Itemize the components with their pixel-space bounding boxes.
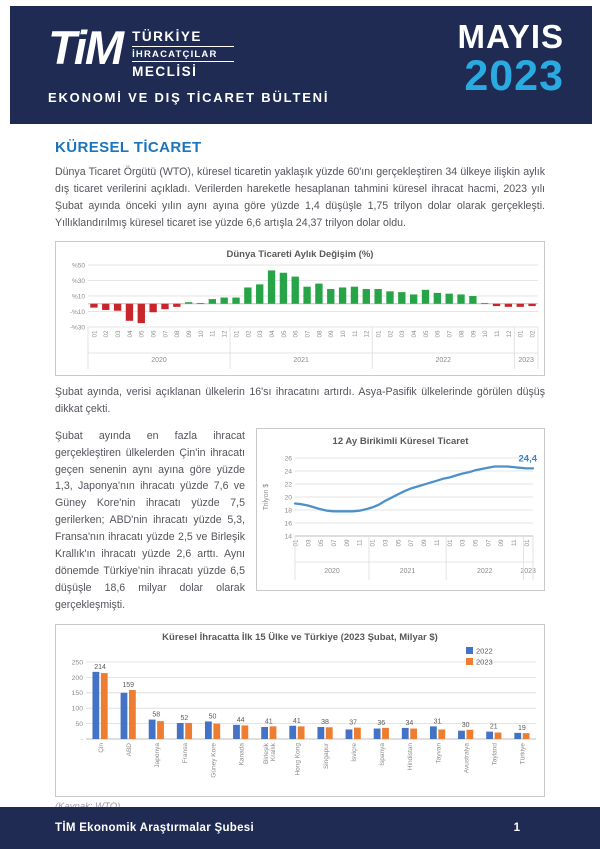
- svg-text:02: 02: [245, 330, 253, 338]
- svg-text:38: 38: [321, 718, 329, 726]
- chart2-canvas: [259, 448, 542, 588]
- svg-text:24: 24: [284, 468, 292, 476]
- svg-text:05: 05: [318, 539, 326, 547]
- svg-text:2022: 2022: [435, 356, 452, 364]
- paragraph-wto: Dünya Ticaret Örgütü (WTO), küresel ticaretin yaklaşık yüzde 60'ını gerçekleştiren 34 ülkeye ilişkin aylık dış ticaret verilerini açıkladı. Verilerden hareketle hesaplanan tahmini küresel ihracat hacmi, 2023 yılı Şubat ayında önceki yılın aynı ayına göre yüzde 1,4 düşüşle 1,75 trilyon dolar olarak gerçekleşti. Yıllıklandırılmış küresel ticaret ise yüzde 6,6 artışla 24,37 trilyon dolar oldu.: [55, 166, 545, 229]
- svg-text:52: 52: [180, 714, 189, 722]
- svg-text:26: 26: [284, 455, 292, 463]
- svg-text:Güney Kore: Güney Kore: [210, 742, 218, 778]
- svg-text:10: 10: [197, 330, 205, 338]
- svg-text:2022: 2022: [476, 646, 493, 656]
- issue-date: [458, 20, 564, 98]
- svg-text:Birleşik: Birleşik: [263, 742, 271, 764]
- svg-text:05: 05: [138, 330, 146, 338]
- svg-text:Hindistan: Hindistan: [407, 742, 415, 771]
- header-banner: [10, 6, 592, 124]
- section-title: KÜRESEL TİCARET: [55, 139, 202, 156]
- svg-text:Tayland: Tayland: [491, 742, 499, 766]
- svg-text:02: 02: [387, 330, 395, 338]
- svg-text:150: 150: [71, 690, 83, 698]
- svg-text:-%10: -%10: [69, 308, 85, 316]
- svg-text:11: 11: [209, 330, 217, 337]
- svg-text:18: 18: [284, 507, 292, 515]
- svg-text:214: 214: [94, 663, 106, 671]
- svg-text:20: 20: [284, 494, 292, 502]
- svg-text:03: 03: [305, 539, 313, 547]
- svg-text:10: 10: [340, 330, 348, 338]
- svg-text:09: 09: [421, 539, 429, 547]
- svg-text:Krallık: Krallık: [270, 742, 278, 761]
- svg-text:11: 11: [356, 539, 364, 546]
- svg-text:07: 07: [304, 330, 312, 338]
- svg-text:05: 05: [422, 330, 430, 338]
- svg-text:04: 04: [268, 330, 276, 338]
- svg-text:01: 01: [233, 330, 241, 338]
- svg-text:2021: 2021: [399, 567, 416, 575]
- svg-text:Trilyon $: Trilyon $: [263, 483, 270, 510]
- chart1-title: Dünya Ticareti Aylık Değişim (%): [226, 248, 374, 260]
- svg-text:03: 03: [115, 330, 123, 338]
- svg-text:09: 09: [328, 330, 336, 338]
- svg-text:04: 04: [126, 330, 134, 338]
- chart3-title: Küresel İhracatta İlk 15 Ülke ve Türkiye (2023 Şubat, Milyar $): [162, 631, 438, 643]
- svg-text:%10: %10: [71, 293, 85, 301]
- chart2-title: 12 Ay Birikimli Küresel Ticaret: [332, 435, 469, 447]
- page-number: 1: [513, 822, 520, 834]
- svg-text:2023: 2023: [518, 356, 534, 364]
- svg-text:01: 01: [292, 539, 300, 547]
- svg-text:50: 50: [75, 720, 83, 728]
- svg-text:14: 14: [284, 533, 292, 541]
- svg-text:Türkiye: Türkiye: [519, 742, 527, 765]
- svg-text:05: 05: [472, 539, 480, 547]
- svg-text:09: 09: [343, 539, 351, 547]
- paragraph-asia-pacific: Şubat ayında, verisi açıklanan ülkelerin 16'sı ihracatını artırdı. Asya-Pasifik ülkelerinde görülen düşüş dikkat çekti.: [55, 385, 545, 415]
- svg-text:%30: %30: [71, 277, 85, 285]
- bulletin-subtitle: EKONOMİ VE DIŞ TİCARET BÜLTENİ: [48, 90, 330, 105]
- svg-text:09: 09: [470, 330, 478, 338]
- issue-year: 2023: [464, 52, 564, 100]
- svg-text:09: 09: [498, 539, 506, 547]
- svg-text:Kanada: Kanada: [238, 742, 246, 766]
- svg-text:Fransa: Fransa: [182, 742, 190, 764]
- chart-cumulative-trade: [256, 428, 545, 591]
- svg-text:11: 11: [511, 539, 519, 546]
- svg-text:Hong Kong: Hong Kong: [294, 742, 302, 776]
- chart3-canvas: [58, 644, 542, 794]
- paragraph-countries: Şubat ayında en fazla ihracat gerçekleştiren ülkelerden Çin'in ihracatı geçen senenin aynı ayına göre yüzde 1,3, Japonya'nın ihracatı yüzde 7,6 ve Güney Kore'nin ihracatı yüzde 7,5 gerilerken; ABD'nin ihracatı yüzde 5,3, Fransa'nın ihracatı yüzde 2,5 ve Birleşik Krallık'ın ihracatı yüzde 2,6 arttı. Aynı dönemde Türkiye'nin ihracatı yüzde 6,5 düşüşle 18,6 milyar dolar olarak gerçekleşmişti.: [55, 429, 245, 611]
- svg-text:100: 100: [71, 705, 83, 713]
- svg-text:11: 11: [351, 330, 359, 337]
- svg-text:07: 07: [162, 330, 170, 338]
- svg-text:Tayvan: Tayvan: [435, 742, 443, 764]
- svg-text:2021: 2021: [293, 356, 309, 364]
- svg-text:07: 07: [446, 330, 454, 338]
- svg-text:30: 30: [461, 721, 470, 729]
- svg-text:-: -: [80, 736, 83, 744]
- svg-text:36: 36: [377, 719, 386, 727]
- svg-text:05: 05: [280, 330, 288, 338]
- middle-section: [55, 428, 545, 614]
- svg-text:2022: 2022: [476, 567, 493, 575]
- logo-line-meclisi: MECLİSİ: [132, 64, 198, 79]
- main-content: [0, 124, 600, 812]
- svg-text:06: 06: [292, 330, 300, 338]
- svg-text:200: 200: [71, 674, 83, 682]
- svg-text:58: 58: [152, 711, 161, 719]
- tim-logo: [48, 21, 234, 79]
- svg-text:Avustralya: Avustralya: [463, 742, 471, 774]
- svg-text:İspanya: İspanya: [379, 742, 387, 766]
- logo-line-turkiye: TÜRKİYE: [132, 29, 202, 44]
- svg-text:07: 07: [485, 539, 493, 547]
- svg-text:08: 08: [316, 330, 324, 338]
- chart-top15-countries: [55, 624, 545, 797]
- svg-text:2023: 2023: [520, 567, 536, 575]
- svg-text:İsviçre: İsviçre: [350, 742, 358, 762]
- svg-text:50: 50: [208, 713, 217, 721]
- svg-text:07: 07: [408, 539, 416, 547]
- svg-text:01: 01: [517, 330, 525, 338]
- svg-text:37: 37: [349, 719, 358, 727]
- footer-text: TİM Ekonomik Araştırmalar Şubesi: [55, 822, 254, 834]
- svg-text:07: 07: [330, 539, 338, 547]
- svg-text:03: 03: [257, 330, 265, 338]
- svg-text:11: 11: [433, 539, 441, 546]
- svg-text:-%30: -%30: [69, 324, 85, 332]
- svg-text:2020: 2020: [324, 567, 340, 575]
- svg-text:05: 05: [395, 539, 403, 547]
- svg-text:03: 03: [382, 539, 390, 547]
- svg-text:02: 02: [103, 330, 111, 338]
- svg-text:04: 04: [411, 330, 419, 338]
- svg-text:21: 21: [489, 723, 498, 731]
- issue-month: MAYIS: [457, 18, 564, 55]
- svg-text:ABD: ABD: [125, 742, 133, 757]
- svg-text:250: 250: [71, 659, 83, 667]
- svg-text:44: 44: [236, 716, 245, 724]
- svg-text:10: 10: [482, 330, 490, 338]
- svg-text:12: 12: [505, 330, 513, 338]
- svg-text:16: 16: [284, 520, 292, 528]
- svg-text:19: 19: [518, 724, 526, 732]
- svg-text:12: 12: [221, 330, 229, 338]
- svg-text:24,4: 24,4: [518, 453, 537, 465]
- svg-text:2020: 2020: [151, 356, 167, 364]
- svg-text:01: 01: [91, 330, 99, 338]
- logo-line-ihracatcilar: İHRACATÇILAR: [132, 46, 234, 62]
- svg-text:Singapur: Singapur: [322, 742, 330, 769]
- svg-text:Çin: Çin: [97, 742, 105, 753]
- tim-logo-text: TiM: [48, 21, 123, 74]
- svg-text:2023: 2023: [476, 657, 493, 667]
- svg-text:31: 31: [433, 718, 442, 726]
- svg-text:159: 159: [122, 681, 135, 689]
- svg-text:08: 08: [174, 330, 182, 338]
- svg-text:01: 01: [369, 539, 377, 547]
- svg-text:41: 41: [264, 718, 273, 726]
- svg-text:22: 22: [284, 481, 292, 489]
- tim-logo-stack: [132, 29, 234, 79]
- svg-text:01: 01: [446, 539, 454, 547]
- svg-text:01: 01: [375, 330, 383, 338]
- svg-text:12: 12: [363, 330, 371, 338]
- svg-text:06: 06: [434, 330, 442, 338]
- svg-text:34: 34: [405, 719, 414, 727]
- svg-text:03: 03: [399, 330, 407, 338]
- svg-text:09: 09: [186, 330, 194, 338]
- svg-text:08: 08: [458, 330, 466, 338]
- svg-text:03: 03: [459, 539, 467, 547]
- svg-text:01: 01: [523, 539, 531, 547]
- chart-monthly-change: [55, 241, 545, 376]
- svg-text:02: 02: [529, 330, 537, 338]
- footer-bar: [0, 807, 600, 849]
- svg-text:41: 41: [293, 717, 301, 725]
- chart1-canvas: [58, 261, 543, 373]
- svg-text:06: 06: [150, 330, 158, 338]
- svg-text:Japonya: Japonya: [154, 742, 162, 768]
- svg-text:11: 11: [493, 330, 501, 337]
- svg-text:%50: %50: [71, 262, 85, 270]
